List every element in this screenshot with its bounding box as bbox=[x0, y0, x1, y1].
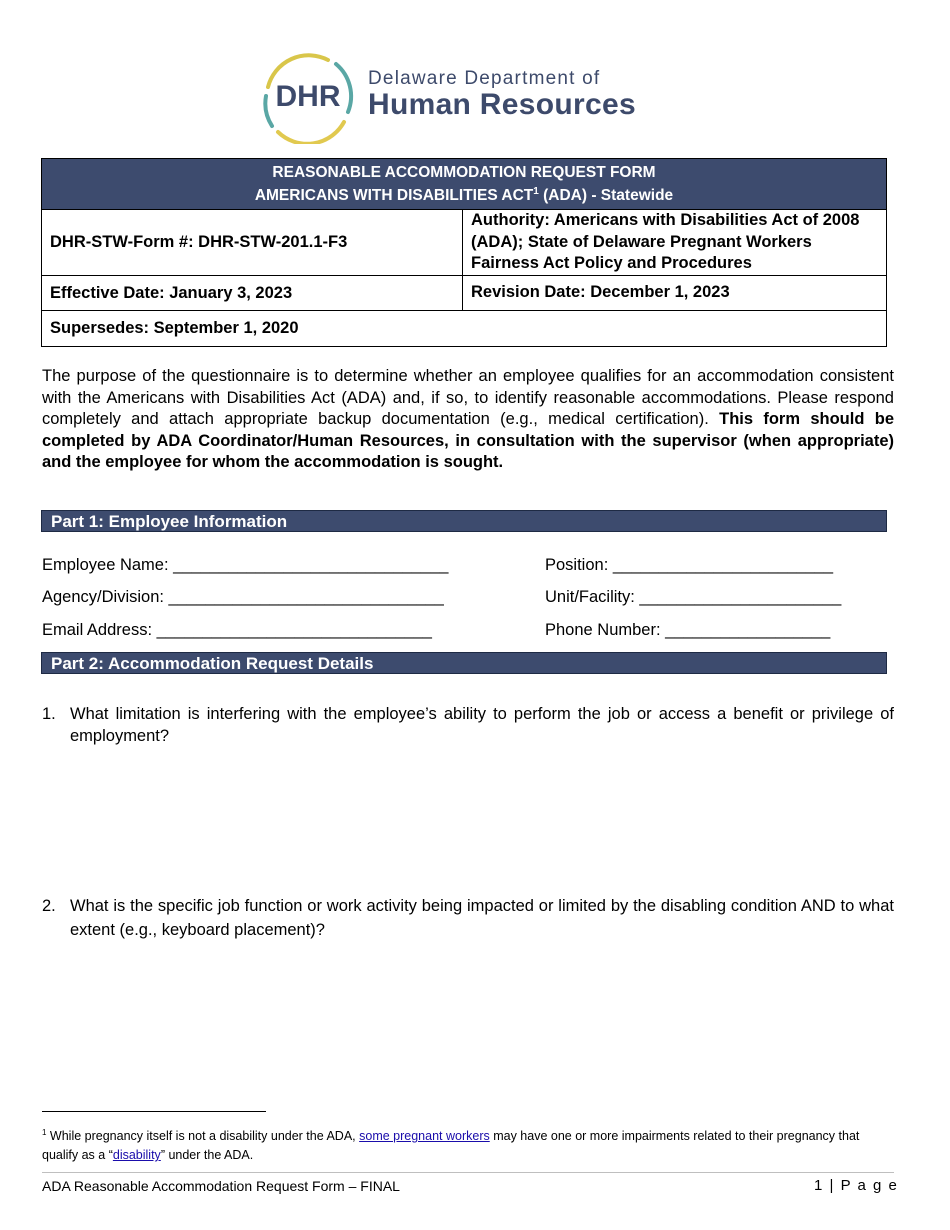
position-field[interactable]: Position: ________________________ bbox=[545, 556, 834, 574]
footer-separator bbox=[42, 1172, 894, 1173]
intro-bold-text: This form should be completed by ADA Coordinator/Human Resources, in consultation with the supervisor (when appropriate) and the employee for whom the accommodation is sought. bbox=[42, 410, 894, 471]
question-1-number: 1. bbox=[42, 705, 56, 723]
part1-header: Part 1: Employee Information bbox=[41, 510, 887, 532]
page-number: 1 | P a g e bbox=[814, 1177, 899, 1194]
question-2 bbox=[42, 894, 894, 942]
phone-number-field[interactable]: Phone Number: __________________ bbox=[545, 621, 831, 639]
pregnant-workers-link[interactable]: some pregnant workers bbox=[359, 1129, 490, 1144]
footnote bbox=[42, 1123, 894, 1165]
footnote-text-b: may have one or more impairments related to their pregnancy that qualify as a “ bbox=[42, 1129, 860, 1163]
header-row-supersedes bbox=[42, 311, 886, 346]
effective-date: Effective Date: January 3, 2023 bbox=[42, 276, 463, 310]
form-number: DHR-STW-Form #: DHR-STW-201.1-F3 bbox=[42, 210, 463, 275]
question-2-answer-area[interactable] bbox=[70, 945, 894, 1095]
form-title-line1: REASONABLE ACCOMMODATION REQUEST FORM bbox=[272, 164, 656, 181]
question-1-answer-area[interactable] bbox=[70, 750, 894, 880]
unit-facility-field[interactable]: Unit/Facility: ______________________ bbox=[545, 588, 842, 606]
dhr-logo bbox=[258, 52, 698, 144]
footnote-marker: 1 bbox=[42, 1128, 47, 1137]
part2-header: Part 2: Accommodation Request Details bbox=[41, 652, 887, 674]
disability-link[interactable]: disability bbox=[112, 1148, 161, 1163]
form-title-line2 bbox=[42, 182, 886, 205]
question-1 bbox=[42, 704, 894, 747]
supersedes: Supersedes: September 1, 2020 bbox=[50, 319, 299, 338]
revision-date: Revision Date: December 1, 2023 bbox=[471, 283, 730, 302]
form-title-line2-b: (ADA) - Statewide bbox=[538, 187, 674, 205]
question-1-text: What limitation is interfering with the employee’s ability to perform the job or access a benefit or privilege of employment? bbox=[70, 705, 894, 745]
footnote-text-c: ” under the ADA. bbox=[160, 1148, 254, 1163]
footnote-ref-1: 1 bbox=[533, 186, 539, 197]
header-row-dates bbox=[42, 276, 886, 311]
logo-initials: DHR bbox=[275, 80, 341, 113]
question-2-text: What is the specific job function or work activity being impacted or limited by the disabling condition AND to what extent (e.g., keyboard placement)? bbox=[70, 897, 894, 939]
form-title bbox=[42, 159, 886, 210]
intro-text: The purpose of the questionnaire is to determine whether an employee qualifies for an accommodation consistent with the Americans with Disabilities Act (ADA) and, if so, to identify reasonable accommodations. Please respond completely and attach appropriate backup documentation (e.g., medical certification). bbox=[42, 367, 894, 428]
form-header-table bbox=[41, 158, 887, 347]
form-title-line2-a: AMERICANS WITH DISABILITIES ACT bbox=[254, 187, 534, 205]
footnote-text-a: While pregnancy itself is not a disability under the ADA, bbox=[46, 1129, 360, 1144]
email-address-field[interactable]: Email Address: ______________________________ bbox=[42, 621, 432, 639]
footnote-separator bbox=[42, 1111, 266, 1112]
footer-form-name: ADA Reasonable Accommodation Request Form – FINAL bbox=[42, 1178, 400, 1194]
logo-line1: Delaware Department of bbox=[368, 68, 601, 89]
agency-division-field[interactable]: Agency/Division: ______________________________ bbox=[42, 588, 444, 606]
employee-name-field[interactable]: Employee Name: ______________________________ bbox=[42, 556, 449, 574]
intro-paragraph bbox=[42, 366, 894, 474]
logo-line2: Human Resources bbox=[368, 88, 636, 121]
header-row-form-number bbox=[42, 210, 886, 276]
authority: Authority: Americans with Disabilities Act of 2008 (ADA); State of Delaware Pregnant Workers Fairness Act Policy and Procedures bbox=[471, 211, 860, 273]
question-2-number: 2. bbox=[42, 897, 56, 915]
